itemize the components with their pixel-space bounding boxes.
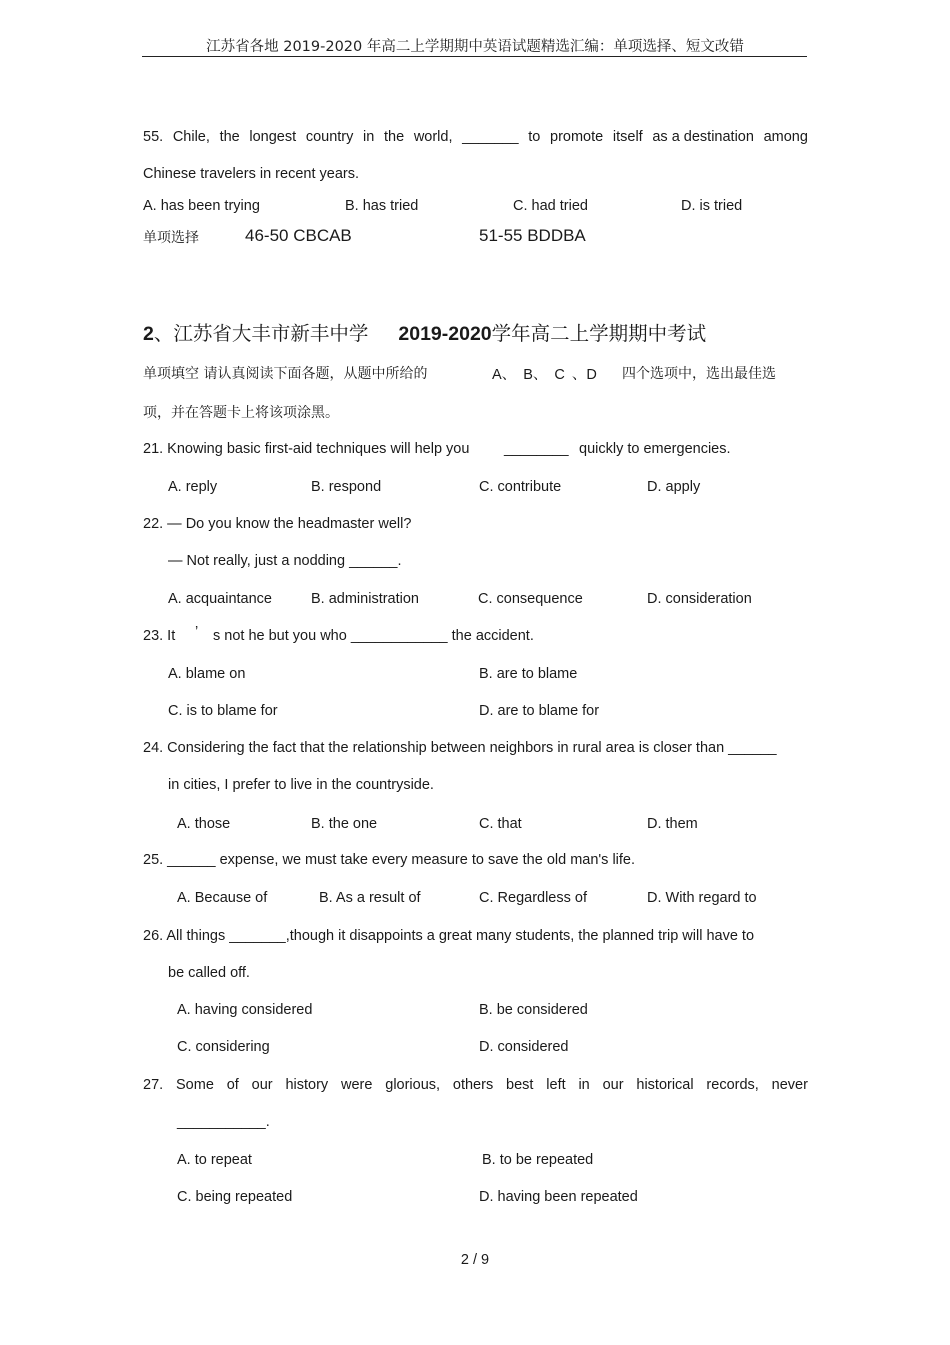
question-55-line2: Chinese travelers in recent years. xyxy=(143,166,359,182)
question-25-stem: 25. ______ expense, we must take every measure to save the old man's life. xyxy=(143,852,636,868)
question-21-stem: 21. Knowing basic first-aid techniques will help you xyxy=(143,441,470,457)
q27-word: in xyxy=(578,1077,590,1093)
question-26-line2: be called off. xyxy=(168,965,250,981)
section-school: 、江苏省大丰市新丰中学 xyxy=(153,322,369,345)
q25-option-a: A. Because of xyxy=(177,890,268,906)
q27-word: of xyxy=(226,1077,239,1093)
question-23-start: 23. It xyxy=(143,628,176,644)
q27-word: best xyxy=(506,1077,534,1093)
answer-key-51-55: 51-55 BDDBA xyxy=(479,226,586,245)
q24-option-d: D. them xyxy=(647,816,698,832)
q21-option-a: A. reply xyxy=(168,479,218,495)
q55-word: the xyxy=(383,129,405,145)
section-title xyxy=(143,318,706,346)
question-24-line2: in cities, I prefer to live in the countryside. xyxy=(168,777,434,793)
q55-option-d: D. is tried xyxy=(681,198,743,214)
answer-key-46-50: 46-50 CBCAB xyxy=(245,226,352,245)
q55-word: among xyxy=(763,129,808,145)
q27-word: historical xyxy=(636,1077,694,1093)
q23-option-d: D. are to blame for xyxy=(479,703,600,719)
q27-word: left xyxy=(546,1077,566,1093)
q22-option-c: C. consequence xyxy=(478,591,583,607)
q27-word: our xyxy=(251,1077,273,1093)
section-number: 2 xyxy=(143,323,154,345)
q27-word: Some xyxy=(176,1077,214,1093)
q27-word: glorious, xyxy=(385,1077,441,1093)
section-year: 2019-2020 xyxy=(398,323,492,345)
instructions-letters: A、 B、 C 、D xyxy=(492,367,597,383)
q24-option-c: C. that xyxy=(479,816,522,832)
q55-word: longest xyxy=(249,129,297,145)
section-exam: 学年高二上学期期中考试 xyxy=(491,322,707,345)
q55-option-a: A. has been trying xyxy=(143,198,260,214)
q27-word: our xyxy=(602,1077,624,1093)
q55-word: world, xyxy=(413,129,453,145)
q24-option-b: B. the one xyxy=(311,816,378,832)
q23-option-b: B. are to blame xyxy=(479,666,578,682)
q21-option-d: D. apply xyxy=(647,479,701,495)
q25-option-c: C. Regardless of xyxy=(479,890,587,906)
q55-word: in xyxy=(363,129,375,145)
question-21-tail: quickly to emergencies. xyxy=(579,441,731,457)
question-27-line2: ___________. xyxy=(177,1114,270,1130)
question-26-line1: 26. All things _______,though it disappoints a great many students, the planned trip will have to xyxy=(143,928,755,944)
question-27-line1 xyxy=(143,1077,808,1093)
question-23-rest: s not he but you who ____________ the accident. xyxy=(213,628,534,644)
q27-word: records, xyxy=(706,1077,759,1093)
q24-option-a: A. those xyxy=(177,816,231,832)
q55-word: promote xyxy=(550,129,604,145)
q27-option-b: B. to be repeated xyxy=(482,1152,594,1168)
q21-option-c: C. contribute xyxy=(479,479,562,495)
q27-option-c: C. being repeated xyxy=(177,1189,293,1205)
answer-key-label: 单项选择 xyxy=(143,230,199,246)
question-22-line1: 22. — Do you know the headmaster well? xyxy=(143,516,412,532)
q23-option-c: C. is to blame for xyxy=(168,703,278,719)
q55-option-b: B. has tried xyxy=(345,198,419,214)
q23-option-a: A. blame on xyxy=(168,666,246,682)
q27-option-d: D. having been repeated xyxy=(479,1189,638,1205)
q25-option-d: D. With regard to xyxy=(647,890,757,906)
q55-word: country xyxy=(305,129,354,145)
q27-word: history xyxy=(285,1077,329,1093)
q55-option-c: C. had tried xyxy=(513,198,588,214)
q26-option-a: A. having considered xyxy=(177,1002,313,1018)
q26-option-b: B. be considered xyxy=(479,1002,588,1018)
q26-option-d: D. considered xyxy=(479,1039,569,1055)
q25-option-b: B. As a result of xyxy=(319,890,421,906)
q27-word: others xyxy=(452,1077,494,1093)
question-23-apostrophe: ’ xyxy=(195,624,199,640)
q27-word: 27. xyxy=(143,1077,164,1093)
question-24-line1: 24. Considering the fact that the relationship between neighbors in rural area is closer than ______ xyxy=(143,740,777,756)
instructions-line2: 项，并在答题卡上将该项涂黑。 xyxy=(143,405,339,421)
q21-option-b: B. respond xyxy=(311,479,382,495)
question-21-blank: ________ xyxy=(504,441,569,457)
q55-word: the xyxy=(219,129,240,145)
q55-word: to xyxy=(528,129,541,145)
q27-option-a: A. to repeat xyxy=(177,1152,252,1168)
page-number: 2 / 9 xyxy=(460,1252,490,1268)
q55-word: itself xyxy=(612,129,643,145)
q27-word: were xyxy=(340,1077,373,1093)
q22-option-b: B. administration xyxy=(311,591,419,607)
q26-option-c: C. considering xyxy=(177,1039,270,1055)
instructions-lead: 单项填空 请认真阅读下面各题，从题中所给的 xyxy=(143,366,428,382)
q55-word: 55. xyxy=(143,129,164,145)
q22-option-a: A. acquaintance xyxy=(168,591,272,607)
q55-word: as a destination xyxy=(652,129,754,145)
question-22-line2: — Not really, just a nodding ______. xyxy=(168,553,402,569)
q55-blank: _______ xyxy=(462,129,519,145)
q27-word: never xyxy=(771,1077,808,1093)
q55-word: Chile, xyxy=(172,129,210,145)
header-divider xyxy=(142,56,807,57)
q22-option-d: D. consideration xyxy=(647,591,752,607)
header-title: 江苏省各地 2019-2020 年高二上学期期中英语试题精选汇编：单项选择、短文改错 xyxy=(206,39,744,55)
question-55-line1 xyxy=(143,129,808,145)
instructions-tail: 四个选项中，选出最佳选 xyxy=(622,366,776,382)
